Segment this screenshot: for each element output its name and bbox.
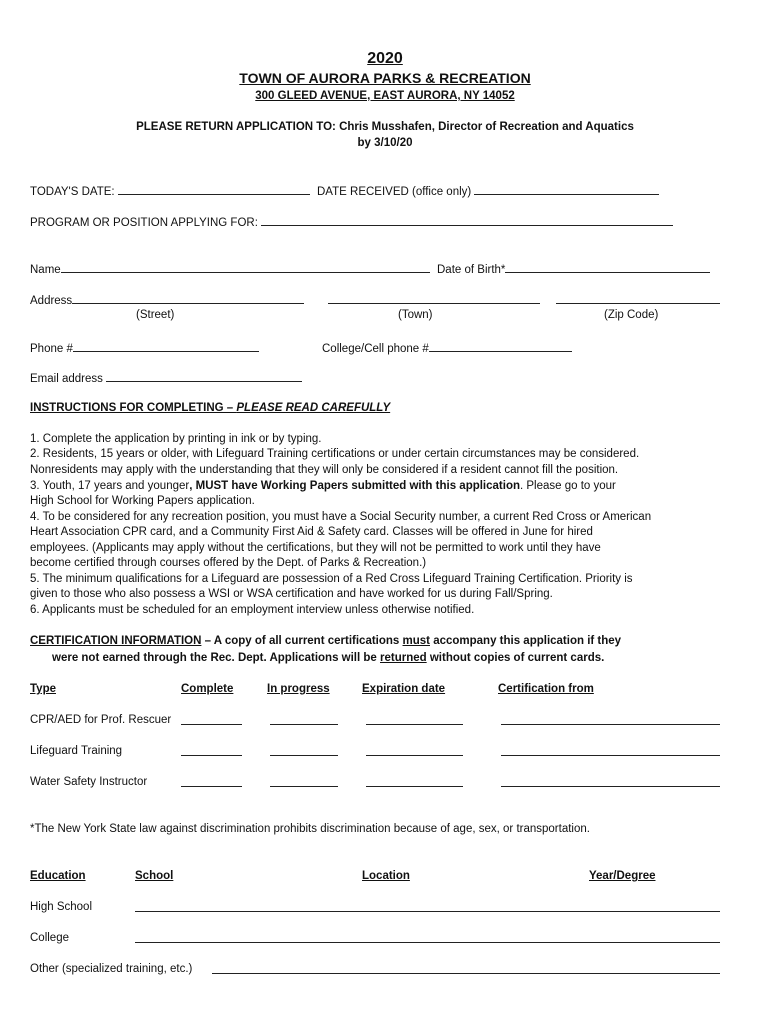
cert-col-type: Type — [30, 683, 56, 695]
todays-date-label: TODAY'S DATE: — [30, 186, 115, 198]
email-field[interactable] — [30, 370, 302, 386]
phone-field[interactable] — [30, 340, 259, 356]
college-phone-line[interactable] — [429, 340, 572, 352]
cert-col-expiration: Expiration date — [362, 683, 446, 695]
cert-expiration-line[interactable] — [366, 755, 463, 756]
program-label: PROGRAM OR POSITION APPLYING FOR: — [30, 217, 258, 229]
instruction-line-3-start: 3. Youth, 17 years and younger — [30, 480, 190, 492]
discrimination-note: *The New York State law against discrimination prohibits discrimination because of age, sex, or transportation. — [30, 823, 590, 835]
deadline: by 3/10/20 — [357, 137, 413, 149]
name-label: Name — [30, 264, 61, 276]
edu-row-label: College — [30, 932, 69, 944]
name-line[interactable] — [61, 261, 430, 273]
zip-caption: (Zip Code) — [604, 309, 659, 321]
program-field[interactable] — [30, 214, 673, 230]
certification-intro-line-1 — [30, 634, 621, 648]
street-line[interactable] — [72, 292, 304, 304]
address-label: Address — [30, 295, 73, 307]
certification-line2-a: were not earned through the Rec. Dept. Applications will be — [52, 652, 381, 664]
certification-must: must — [402, 635, 430, 647]
edu-other-line[interactable] — [212, 973, 720, 974]
certification-text-a: – A copy of all current certifications — [201, 635, 403, 647]
instruction-line-3-tail: . Please go to your — [520, 480, 616, 492]
address-field[interactable] — [30, 292, 304, 308]
instruction-line-3 — [30, 479, 616, 493]
instruction-line: Nonresidents may apply with the understanding that they will only be considered if a resident cannot fill the position. — [30, 464, 619, 476]
cert-progress-line[interactable] — [270, 786, 338, 787]
program-line[interactable] — [261, 214, 673, 226]
instruction-line: given to those who also possess a WSI or WSA certification and have worked for us during Fall/Spring. — [30, 588, 553, 600]
edu-col-school: School — [135, 870, 174, 882]
phone-label: Phone # — [30, 343, 73, 355]
cert-complete-line[interactable] — [181, 724, 242, 725]
cert-progress-line[interactable] — [270, 755, 338, 756]
town-caption: (Town) — [398, 309, 433, 321]
certification-text-b: accompany this application if they — [430, 635, 622, 647]
edu-high-school-line[interactable] — [135, 911, 720, 912]
cert-from-line[interactable] — [501, 724, 720, 725]
name-field[interactable] — [30, 261, 430, 277]
date-received-label: DATE RECEIVED (office only) — [317, 186, 472, 198]
certification-returned: returned — [380, 652, 427, 664]
edu-row-label: High School — [30, 901, 93, 913]
instruction-line: employees. (Applicants may apply without the certifications, but they will not be permitted to work until they have — [30, 542, 601, 554]
instruction-line: 1. Complete the application by printing in ink or by typing. — [30, 433, 322, 445]
edu-col-year-degree: Year/Degree — [589, 870, 656, 882]
street-caption: (Street) — [136, 309, 175, 321]
date-received-field[interactable] — [317, 183, 659, 199]
cert-col-certification-from: Certification from — [498, 683, 594, 695]
instruction-line: High School for Working Papers application. — [30, 495, 255, 507]
form-year: 2020 — [367, 50, 403, 67]
cert-complete-line[interactable] — [181, 755, 242, 756]
cert-expiration-line[interactable] — [366, 786, 463, 787]
cert-col-complete: Complete — [181, 683, 234, 695]
phone-line[interactable] — [73, 340, 259, 352]
town-line[interactable] — [328, 303, 540, 304]
edu-col-education: Education — [30, 870, 86, 882]
edu-college-line[interactable] — [135, 942, 720, 943]
college-phone-label: College/Cell phone # — [322, 343, 429, 355]
email-line[interactable] — [106, 370, 302, 382]
instruction-line-3-bold: , MUST have Working Papers submitted with this application — [189, 480, 520, 492]
cert-from-line[interactable] — [501, 755, 720, 756]
cert-col-in-progress: In progress — [267, 683, 330, 695]
dob-field[interactable] — [437, 261, 710, 277]
cert-complete-line[interactable] — [181, 786, 242, 787]
todays-date-line[interactable] — [118, 183, 310, 195]
email-label: Email address — [30, 373, 103, 385]
instructions-heading-emphasis: PLEASE READ CAREFULLY — [236, 402, 391, 414]
instruction-line: 5. The minimum qualifications for a Lifeguard are possession of a Red Cross Lifeguard Training Certification. Priority is — [30, 573, 633, 585]
instruction-line: 2. Residents, 15 years or older, with Lifeguard Training certifications or under certain circumstances may be considered. — [30, 448, 640, 460]
zip-line[interactable] — [556, 303, 720, 304]
instruction-line: Heart Association CPR card, and a Community First Aid & Safety card. Classes will be offered in June for hired — [30, 526, 593, 538]
instruction-line: 4. To be considered for any recreation position, you must have a Social Security number, a current Red Cross or American — [30, 511, 652, 523]
org-address: 300 GLEED AVENUE, EAST AURORA, NY 14052 — [255, 90, 515, 102]
return-instructions: PLEASE RETURN APPLICATION TO: Chris Musshafen, Director of Recreation and Aquatics — [136, 121, 634, 133]
instruction-line: become certified through courses offered by the Dept. of Parks & Recreation.) — [30, 557, 427, 569]
instructions-heading — [30, 401, 390, 415]
college-phone-field[interactable] — [322, 340, 572, 356]
todays-date-field[interactable] — [30, 183, 310, 199]
certification-intro-line-2 — [52, 651, 604, 665]
cert-from-line[interactable] — [501, 786, 720, 787]
edu-row-label: Other (specialized training, etc.) — [30, 963, 193, 975]
dob-label: Date of Birth* — [437, 264, 506, 276]
certification-heading: CERTIFICATION INFORMATION — [30, 635, 202, 647]
cert-row-label: Water Safety Instructor — [30, 776, 148, 788]
org-title: TOWN OF AURORA PARKS & RECREATION — [239, 70, 531, 86]
dob-line[interactable] — [505, 261, 710, 273]
cert-row-label: Lifeguard Training — [30, 745, 123, 757]
date-received-line[interactable] — [474, 183, 659, 195]
edu-col-location: Location — [362, 870, 410, 882]
instructions-heading-text: INSTRUCTIONS FOR COMPLETING – — [30, 402, 237, 414]
instruction-line: 6. Applicants must be scheduled for an employment interview unless otherwise notified. — [30, 604, 475, 616]
cert-progress-line[interactable] — [270, 724, 338, 725]
certification-line2-b: without copies of current cards. — [426, 652, 605, 664]
cert-expiration-line[interactable] — [366, 724, 463, 725]
cert-row-label: CPR/AED for Prof. Rescuer — [30, 714, 172, 726]
